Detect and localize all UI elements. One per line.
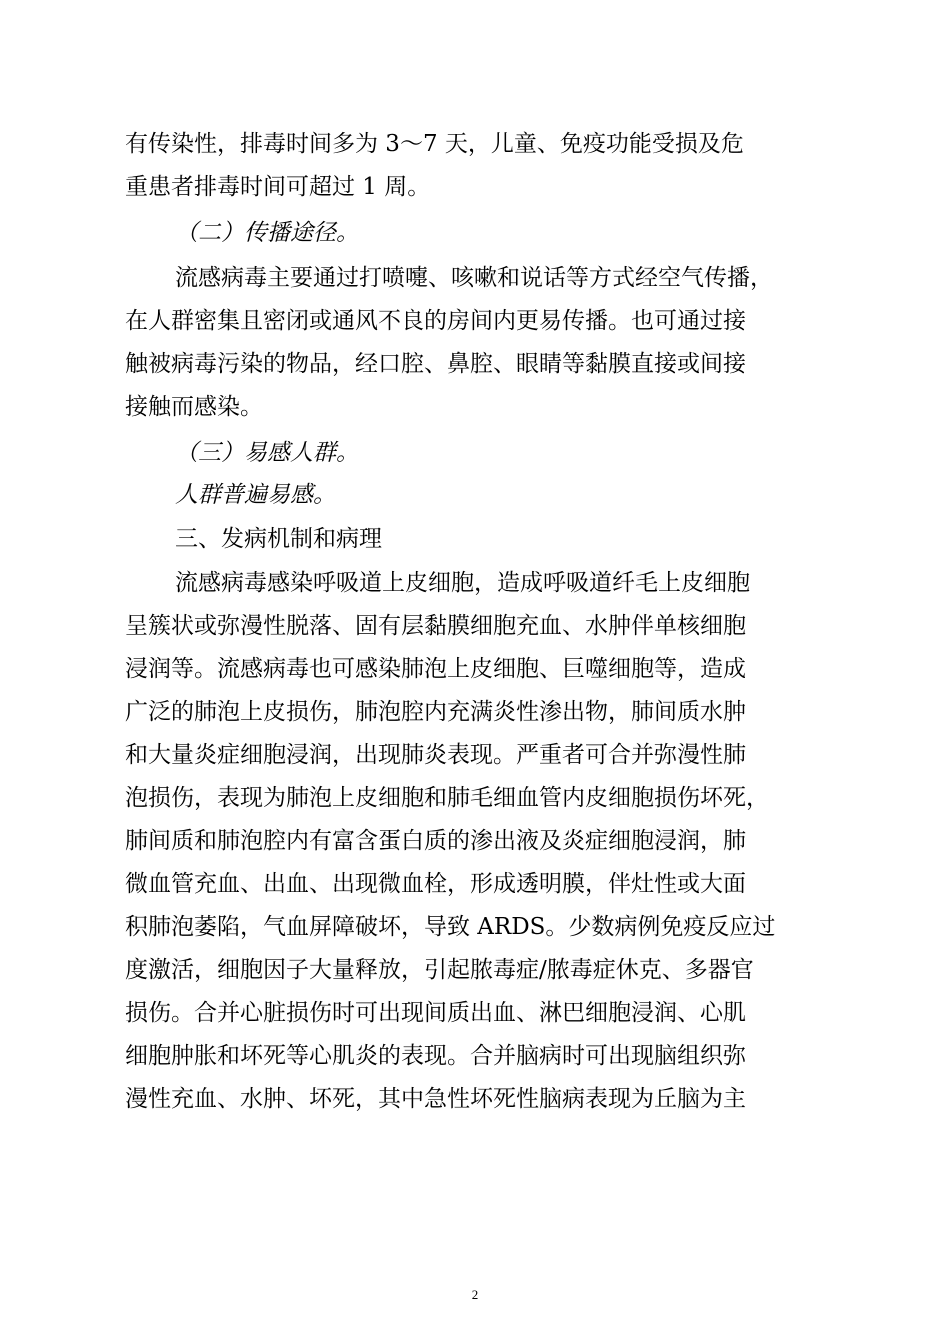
text-line-15: 和大量炎症细胞浸润，出现肺炎表现。严重者可合并弥漫性肺 <box>125 742 746 768</box>
text-line-19: 积肺泡萎陷，气血屏障破坏，导致 ARDS。少数病例免疫反应过 <box>125 914 776 940</box>
text-line-16: 泡损伤，表现为肺泡上皮细胞和肺毛细血管内皮细胞损伤坏死， <box>125 785 769 811</box>
page-number: 2 <box>471 1287 479 1302</box>
text-line-14: 广泛的肺泡上皮损伤，肺泡腔内充满炎性渗出物，肺间质水肿 <box>125 699 746 725</box>
text-line-12: 呈簇状或弥漫性脱落、固有层黏膜细胞充血、水肿伴单核细胞 <box>125 613 746 639</box>
text-line-7: 接触而感染。 <box>125 394 263 420</box>
text-line-17: 肺间质和肺泡腔内有富含蛋白质的渗出液及炎症细胞浸润，肺 <box>125 828 746 854</box>
section-heading-pathogenesis: 三、发病机制和病理 <box>175 526 382 552</box>
text-line-2: 重患者排毒时间可超过 1 周。 <box>125 174 431 200</box>
text-line-21: 损伤。合并心脏损伤时可出现间质出血、淋巴细胞浸润、心肌 <box>125 1000 746 1026</box>
text-line-13: 浸润等。流感病毒也可感染肺泡上皮细胞、巨噬细胞等，造成 <box>125 656 746 682</box>
text-line-4: 流感病毒主要通过打喷嚏、咳嗽和说话等方式经空气传播， <box>175 265 773 291</box>
text-line-20: 度激活，细胞因子大量释放，引起脓毒症/脓毒症休克、多器官 <box>125 957 754 983</box>
text-line-23: 漫性充血、水肿、坏死，其中急性坏死性脑病表现为丘脑为主 <box>125 1086 746 1112</box>
text-line-9: 人群普遍易感。 <box>175 482 336 508</box>
text-line-22: 细胞肿胀和坏死等心肌炎的表现。合并脑病时可出现脑组织弥 <box>125 1043 746 1069</box>
text-line-5: 在人群密集且密闭或通风不良的房间内更易传播。也可通过接 <box>125 308 746 334</box>
section-heading-susceptible: （三）易感人群。 <box>175 440 359 466</box>
text-line-6: 触被病毒污染的物品，经口腔、鼻腔、眼睛等黏膜直接或间接 <box>125 351 746 377</box>
text-line-11: 流感病毒感染呼吸道上皮细胞，造成呼吸道纤毛上皮细胞 <box>175 570 750 596</box>
text-line-1: 有传染性，排毒时间多为 3～7 天，儿童、免疫功能受损及危 <box>125 131 744 157</box>
text-line-18: 微血管充血、出血、出现微血栓，形成透明膜，伴灶性或大面 <box>125 871 746 897</box>
section-heading-transmission: （二）传播途径。 <box>175 220 359 246</box>
